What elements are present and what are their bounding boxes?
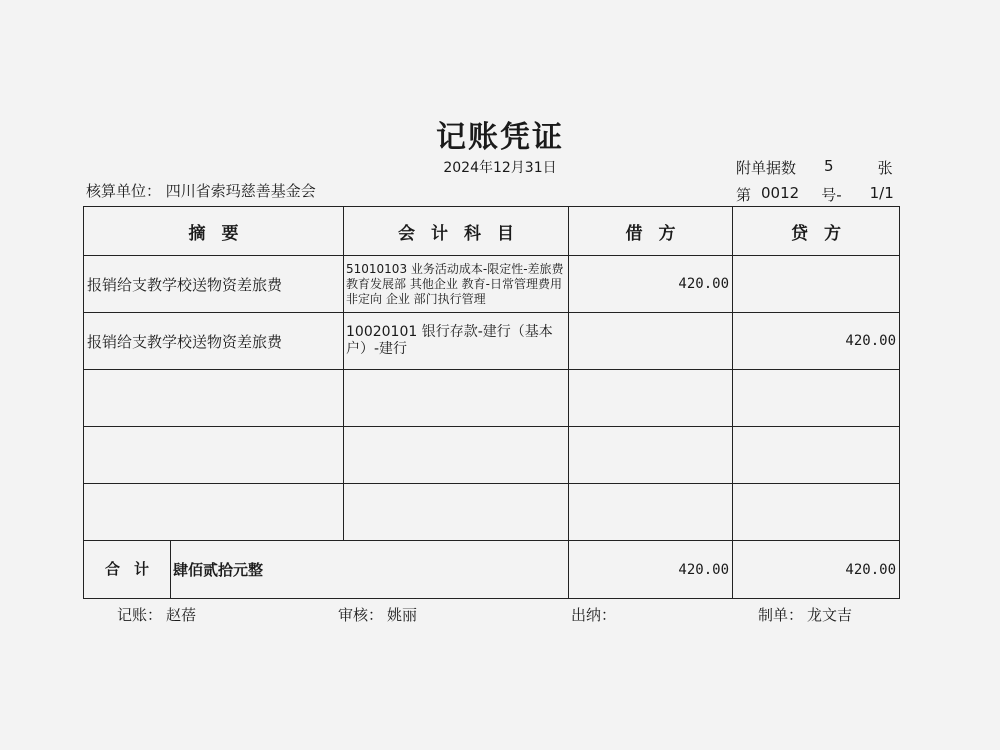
header-debit: 借方 — [569, 207, 733, 256]
voucher-number-value: 0012 — [761, 184, 800, 202]
total-label: 合计 — [84, 541, 171, 598]
entry-summary: 报销给支教学校送物资差旅费 — [84, 313, 344, 370]
attachment-unit: 张 — [877, 159, 893, 177]
empty-row — [84, 427, 900, 484]
empty-cell — [733, 370, 900, 427]
empty-cell — [344, 370, 569, 427]
empty-cell — [344, 484, 569, 541]
empty-cell — [569, 370, 733, 427]
header-row — [84, 207, 900, 256]
attachment-number: 5 — [824, 157, 834, 175]
empty-cell — [84, 427, 344, 484]
voucher-page-count: 1/1 — [869, 184, 894, 202]
voucher-title: 记账凭证 — [436, 120, 564, 155]
total-debit: 420.00 — [569, 541, 733, 599]
voucher-number-prefix: 第 — [736, 186, 752, 204]
entry-debit — [569, 313, 733, 370]
empty-cell — [84, 484, 344, 541]
voucher-table — [83, 206, 900, 599]
table-row — [84, 256, 900, 313]
total-amount-words: 肆佰贰拾元整 — [173, 561, 264, 579]
entry-subject: 10020101 银行存款-建行（基本户）-建行 — [344, 313, 569, 370]
header-credit: 贷方 — [733, 207, 900, 256]
total-cell — [84, 541, 569, 599]
cashier-label: 出纳： — [571, 606, 617, 624]
empty-cell — [344, 427, 569, 484]
header-subject: 会计科目 — [344, 207, 569, 256]
voucher-number-suffix: 号- — [821, 186, 842, 204]
empty-row — [84, 370, 900, 427]
bookkeeper-signature — [117, 604, 196, 625]
entry-credit: 420.00 — [733, 313, 900, 370]
total-credit: 420.00 — [733, 541, 900, 599]
preparer-label: 制单： — [758, 606, 804, 624]
voucher-number — [736, 184, 894, 205]
bookkeeper-name: 赵蓓 — [166, 606, 197, 624]
empty-cell — [733, 484, 900, 541]
entry-credit — [733, 256, 900, 313]
preparer-signature — [758, 604, 852, 625]
attachment-count — [736, 157, 893, 178]
cashier-signature — [571, 604, 620, 625]
accounting-unit: 核算单位： 四川省索玛慈善基金会 — [86, 182, 316, 200]
reviewer-name: 姚丽 — [387, 606, 418, 624]
empty-row — [84, 484, 900, 541]
entry-debit: 420.00 — [569, 256, 733, 313]
table-row — [84, 313, 900, 370]
empty-cell — [733, 427, 900, 484]
entry-summary: 报销给支教学校送物资差旅费 — [84, 256, 344, 313]
reviewer-label: 审核： — [338, 606, 384, 624]
attachment-label: 附单据数 — [736, 159, 797, 177]
empty-cell — [569, 427, 733, 484]
total-row — [84, 541, 900, 599]
entry-subject: 51010103 业务活动成本-限定性-差旅费 教育发展部 其他企业 教育-日常管理费用 非定向 企业 部门执行管理 — [344, 256, 569, 313]
bookkeeper-label: 记账： — [117, 606, 163, 624]
reviewer-signature — [338, 604, 417, 625]
voucher-date: 2024年12月31日 — [443, 160, 557, 176]
header-summary: 摘要 — [84, 207, 344, 256]
empty-cell — [84, 370, 344, 427]
empty-cell — [569, 484, 733, 541]
preparer-name: 龙文吉 — [807, 606, 853, 624]
